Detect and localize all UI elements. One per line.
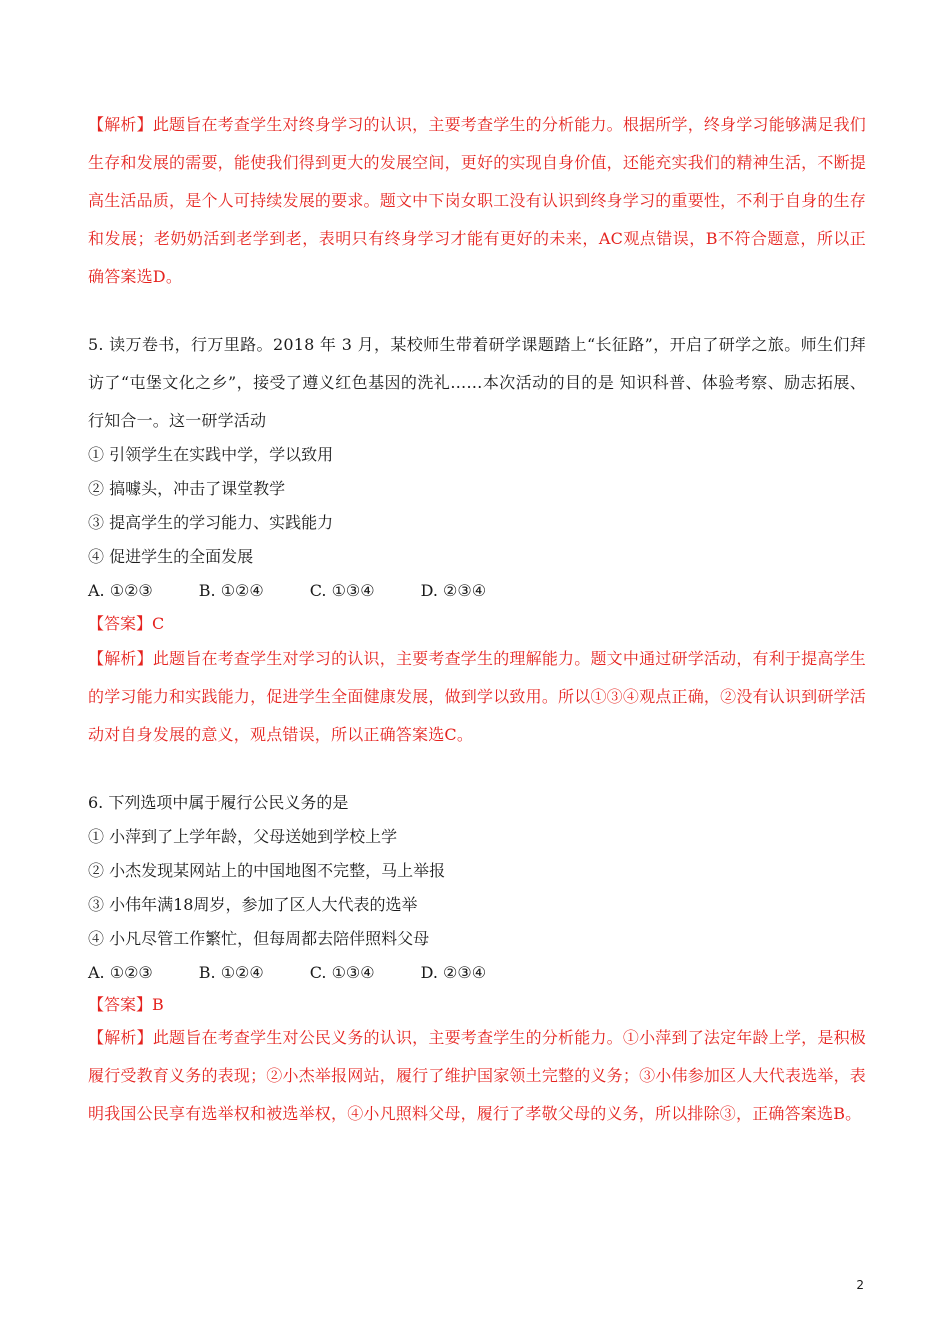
- question-5-analysis: [88, 640, 866, 754]
- analysis-q4: [88, 106, 866, 296]
- analysis-text: 此题旨在考查学生对终身学习的认识，主要考查学生的分析能力。根据所学，终身学习能够满足我们生存和发展的需要，能使我们得到更大的发展空间，更好的实现自身价值，还能充实我们的精神生活，不断提高生活品质，是个人可持续发展的要求。题文中下岗女职工没有认识到终身学习的重要性，不利于自身的生存和发展；老奶奶活到老学到老，表明只有终身学习才能有更好的未来，AC观点错误，B不符合题意，所以正确答案选D。: [88, 115, 866, 286]
- option-a: A. ①②③: [88, 963, 153, 982]
- question-6-item-4: ④ 小凡尽管工作繁忙，但每周都去陪伴照料父母: [88, 929, 430, 948]
- option-d: D. ②③④: [420, 963, 487, 982]
- analysis-text: 此题旨在考查学生对学习的认识，主要考查学生的理解能力。题文中通过研学活动，有利于提高学生的学习能力和实践能力，促进学生全面健康发展，做到学以致用。所以①③④观点正确，②没有认识到研学活动对自身发展的意义，观点错误，所以正确答案选C。: [88, 649, 866, 744]
- analysis-tag: 【解析】: [88, 1028, 153, 1047]
- option-c: C. ①③④: [309, 581, 375, 600]
- question-6-options: [88, 956, 866, 990]
- answer-line: [88, 990, 866, 1020]
- analysis-text: 此题旨在考查学生对公民义务的认识，主要考查学生的分析能力。①小萍到了法定年龄上学，是积极履行受教育义务的表现；②小杰举报网站，履行了维护国家领土完整的义务；③小伟参加区人大代表选举，表明我国公民享有选举权和被选举权，④小凡照料父母，履行了孝敬父母的义务，所以排除③，正确答案选B。: [88, 1028, 866, 1123]
- question-5-stem: 5. 读万卷书，行万里路。2018 年 3 月，某校师生带着研学课题踏上“长征路”，开启了研学之旅。师生们拜访了“屯堡文化之乡”，接受了遵义红色基因的洗礼……本次活动的目的是 知识科普、体验考察、励志拓展、行知合一。这一研学活动: [88, 335, 866, 430]
- analysis-paragraph: [88, 1019, 866, 1133]
- question-5-options: [88, 574, 866, 608]
- question-6-analysis: [88, 1019, 866, 1133]
- question-5-item-3: ③ 提高学生的学习能力、实践能力: [88, 513, 334, 532]
- question-6: [88, 786, 866, 990]
- question-6-item-2: ② 小杰发现某网站上的中国地图不完整，马上举报: [88, 861, 446, 880]
- analysis-paragraph: [88, 640, 866, 754]
- question-6-stem: 6. 下列选项中属于履行公民义务的是: [88, 793, 349, 812]
- option-b: B. ①②④: [198, 963, 264, 982]
- question-5-item-4: ④ 促进学生的全面发展: [88, 547, 254, 566]
- analysis-q4-paragraph: [88, 106, 866, 296]
- answer-value: B: [152, 995, 164, 1014]
- question-6-answer: [88, 990, 866, 1020]
- option-b: B. ①②④: [198, 581, 264, 600]
- answer-tag: 【答案】: [88, 995, 153, 1014]
- question-6-item-3: ③ 小伟年满18周岁，参加了区人大代表的选举: [88, 895, 418, 914]
- answer-line: [88, 609, 866, 639]
- page-number: 2: [856, 1278, 864, 1292]
- question-5-item-1: ① 引领学生在实践中学，学以致用: [88, 445, 334, 464]
- question-5-item-2: ② 搞噱头，冲击了课堂教学: [88, 479, 286, 498]
- analysis-tag: 【解析】: [88, 649, 153, 668]
- question-5-items: [88, 438, 866, 608]
- option-a: A. ①②③: [88, 581, 153, 600]
- question-5-answer: [88, 609, 866, 639]
- answer-value: C: [152, 614, 165, 633]
- answer-tag: 【答案】: [88, 614, 153, 633]
- question-6-item-1: ① 小萍到了上学年龄，父母送她到学校上学: [88, 827, 398, 846]
- option-d: D. ②③④: [420, 581, 487, 600]
- analysis-tag: 【解析】: [88, 115, 153, 134]
- question-5: [88, 326, 866, 440]
- option-c: C. ①③④: [309, 963, 375, 982]
